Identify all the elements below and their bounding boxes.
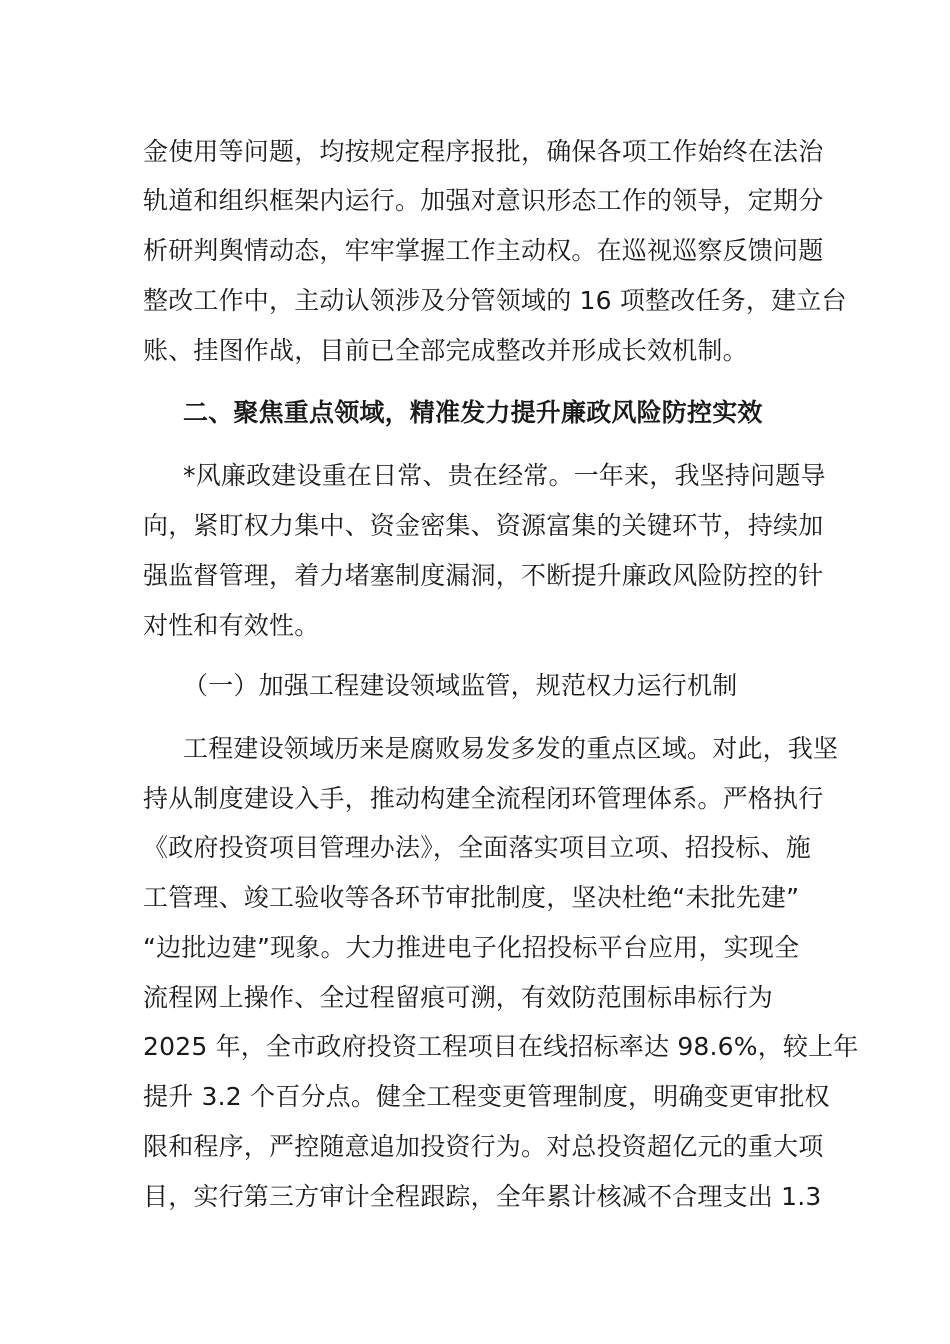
paragraph-line: 轨道和组织框架内运行。加强对意识形态工作的领导，定期分 [143,186,824,215]
paragraph-line: 2025 年，全市政府投资工程项目在线招标率达 98.6%，较上年 [143,1032,859,1061]
paragraph-line: 对性和有效性。 [143,611,320,640]
paragraph-line: 提升 3.2 个百分点。健全工程变更管理制度，明确变更审批权 [143,1082,830,1111]
paragraph-line: 向，紧盯权力集中、资金密集、资源富集的关键环节，持续加 [143,511,824,540]
section-heading: 二、聚焦重点领域，精准发力提升廉政风险防控实效 [183,398,763,427]
paragraph-line: 目，实行第三方审计全程跟踪，全年累计核减不合理支出 1.3 [143,1182,822,1211]
paragraph-line: 工程建设领域历来是腐败易发多发的重点区域。对此，我坚 [183,734,839,763]
paragraph-line: 流程网上操作、全过程留痕可溯，有效防范围标串标行为 [143,983,774,1012]
paragraph-line: 《政府投资项目管理办法》，全面落实项目立项、招投标、施 [143,833,811,862]
paragraph-line: 工管理、竣工验收等各环节审批制度，坚决杜绝“未批先建” [143,883,800,912]
subsection-heading: （一）加强工程建设领域监管，规范权力运行机制 [183,671,738,700]
paragraph-line: 金使用等问题，均按规定程序报批，确保各项工作始终在法治 [143,137,824,166]
paragraph-line: 强监督管理，着力堵塞制度漏洞，不断提升廉政风险防控的针 [143,561,824,590]
paragraph-line: *风廉政建设重在日常、贵在经常。一年来，我坚持问题导 [183,461,826,490]
paragraph-line: “边批边建”现象。大力推进电子化招投标平台应用，实现全 [143,933,800,962]
paragraph-line: 整改工作中，主动认领涉及分管领域的 16 项整改任务，建立台 [143,286,847,315]
paragraph-line: 账、挂图作战，目前已全部完成整改并形成长效机制。 [143,336,748,365]
paragraph-line: 析研判舆情动态，牢牢掌握工作主动权。在巡视巡察反馈问题 [143,236,824,265]
paragraph-line: 限和程序，严控随意追加投资行为。对总投资超亿元的重大项 [143,1132,824,1161]
paragraph-line: 持从制度建设入手，推动构建全流程闭环管理体系。严格执行 [143,784,824,813]
